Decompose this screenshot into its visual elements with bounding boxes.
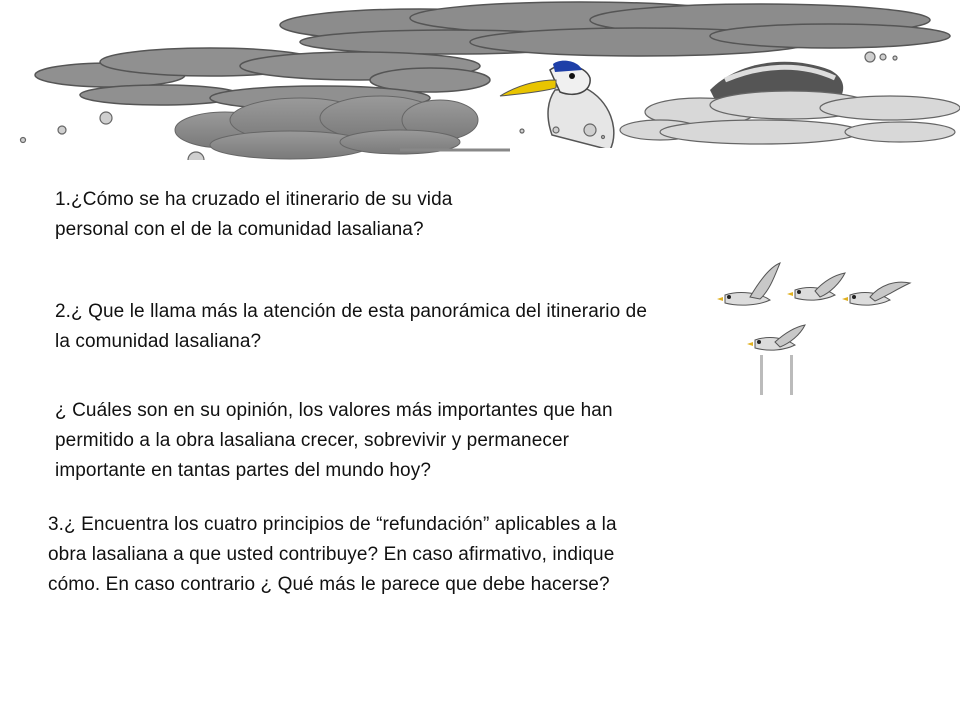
flying-geese-icon bbox=[715, 255, 915, 405]
question-2b-text: ¿ Cuáles son en su opinión, los valores más importantes que han permitido a la obra lasaliana crecer, sobrevivir y permanecer importante en tantas partes del mundo hoy? bbox=[55, 400, 613, 481]
thought-clouds-illustration bbox=[0, 0, 960, 160]
question-1-text: 1.¿Cómo se ha cruzado el itinerario de su vida personal con el de la comunidad lasaliana? bbox=[55, 189, 453, 240]
question-3-text: 3.¿ Encuentra los cuatro principios de “refundación” aplicables a la obra lasaliana a que usted contribuye? En caso afirmativo, indique cómo. En caso contrario ¿ Qué más le parece que debe hacerse? bbox=[48, 514, 617, 595]
question-2-text: 2.¿ Que le llama más la atención de esta panorámica del itinerario de la comunidad lasaliana? bbox=[55, 301, 647, 352]
